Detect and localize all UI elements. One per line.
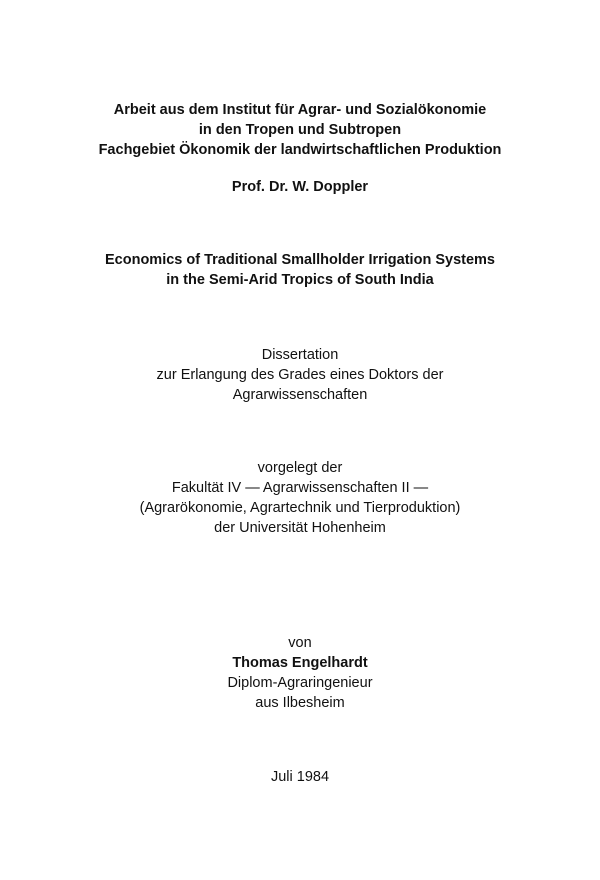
submission-date: Juli 1984 <box>270 769 330 785</box>
institute-line-1: Arbeit aus dem Institut für Agrar- und Sozialökonomie <box>113 102 487 118</box>
submission-line-2: Fakultät IV — Agrarwissenschaften II — <box>171 480 429 496</box>
author-degree: Diplom-Agraringenieur <box>227 675 373 691</box>
submission-line-4: der Universität Hohenheim <box>214 520 386 536</box>
institute-line-3: Fachgebiet Ökonomik der landwirtschaftlichen Produktion <box>98 142 502 158</box>
submission-line-3: (Agrarökonomie, Agrartechnik und Tierproduktion) <box>139 500 461 516</box>
thesis-title-line-2: in the Semi-Arid Tropics of South India <box>166 272 434 288</box>
professor-name: Prof. Dr. W. Doppler <box>231 179 369 195</box>
author-origin: aus Ilbesheim <box>255 695 345 711</box>
submission-line-1: vorgelegt der <box>257 460 343 476</box>
author-von: von <box>288 635 312 651</box>
institute-line-2: in den Tropen und Subtropen <box>198 122 402 138</box>
dissertation-line-1: Dissertation <box>261 347 339 363</box>
dissertation-line-3: Agrarwissenschaften <box>232 387 368 403</box>
author-name: Thomas Engelhardt <box>232 655 368 671</box>
thesis-title-line-1: Economics of Traditional Smallholder Irrigation Systems <box>105 252 495 268</box>
dissertation-line-2: zur Erlangung des Grades eines Doktors der <box>156 367 444 383</box>
